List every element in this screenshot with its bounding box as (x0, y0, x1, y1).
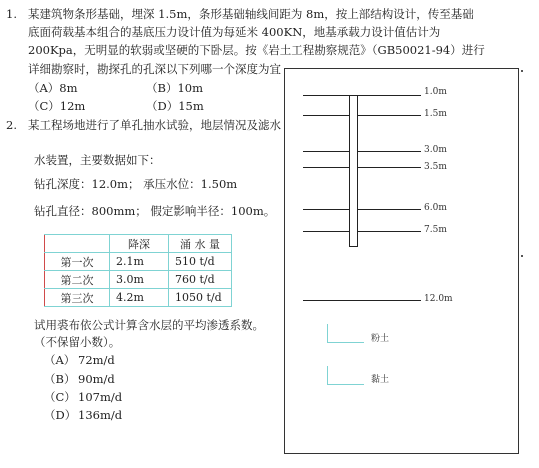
question-2-param-1: 钻孔深度：12.0m； 承压水位：1.50m (34, 177, 238, 191)
question-1-option-a: （A）8m (28, 81, 78, 95)
margin-dot (521, 255, 523, 257)
table-cell: 第三次 (45, 289, 110, 307)
question-2-option-c-letter: （C） (44, 390, 76, 404)
table-header-cell: 涌 水 量 (169, 235, 232, 253)
question-2-option-a-value: 72m/d (78, 353, 115, 367)
legend-label: 粉土 (371, 334, 390, 344)
question-1-option-b: （B）10m (146, 81, 203, 95)
layer-boundary-line (303, 115, 421, 116)
legend-swatch (327, 366, 364, 385)
question-2-option-d-letter: （D） (44, 408, 77, 422)
depth-label: 6.0m (424, 203, 447, 213)
layer-boundary-line (303, 95, 421, 96)
question-1-line-3: 200Kpa，无明显的软弱或坚硬的下卧层。按《岩土工程勘察规范》（GB50021-94）进行 (28, 43, 485, 57)
stratigraphy-diagram (284, 68, 519, 454)
borehole (349, 95, 358, 247)
depth-label: 12.0m (424, 294, 453, 304)
question-2-param-2: 钻孔直径：800mm； 假定影响半径：100m。 (34, 204, 276, 218)
table-header-row (45, 235, 232, 253)
depth-label: 3.5m (424, 162, 447, 172)
layer-boundary-line (303, 151, 421, 152)
question-1-line-2: 底面荷载基本组合的基底压力设计值为每延米 400KN，地基承载力设计值估计为 (28, 25, 441, 39)
table-row (45, 271, 232, 289)
table-cell: 510 t/d (169, 253, 232, 271)
table-cell: 2.1m (110, 253, 169, 271)
table-cell: 1050 t/d (169, 289, 232, 307)
question-2-option-b-letter: （B） (44, 372, 76, 386)
question-2-line-2: （不保留小数）。 (34, 335, 121, 349)
question-2-option-b-value: 90m/d (78, 372, 115, 386)
question-2-line-1: 试用裘布依公式计算含水层的平均渗透系数。 (34, 318, 264, 332)
depth-label: 7.5m (424, 225, 447, 235)
table-header-cell (45, 235, 110, 253)
depth-label: 1.0m (424, 87, 447, 97)
legend-swatch (327, 324, 364, 343)
table-cell: 第一次 (45, 253, 110, 271)
question-1-line-1: 某建筑物条形基础，埋深 1.5m，条形基础轴线间距为 8m，按上部结构设计，传至基础 (28, 7, 474, 21)
question-2-option-a-letter: （A） (44, 353, 76, 367)
depth-label: 1.5m (424, 109, 447, 119)
table-cell: 3.0m (110, 271, 169, 289)
question-2-number: 2. (6, 118, 17, 132)
question-1-option-c: （C）12m (28, 99, 86, 113)
question-2-intro: 某工程场地进行了单孔抽水试验，地层情况及滤水 (28, 118, 281, 132)
margin-dot (521, 70, 523, 72)
question-1-line-4: 详细勘察时，勘探孔的孔深以下列哪一个深度为宜 (28, 62, 281, 76)
question-1-number: 1. (6, 7, 17, 21)
question-2-option-c-value: 107m/d (78, 390, 123, 404)
legend-label: 黏土 (371, 375, 390, 385)
layer-boundary-line (303, 209, 421, 210)
layer-boundary-line (303, 300, 421, 301)
table-cell: 760 t/d (169, 271, 232, 289)
pumping-test-table (44, 234, 232, 307)
question-1-option-d: （D）15m (146, 99, 204, 113)
table-cell: 第二次 (45, 271, 110, 289)
question-2-option-d-value: 136m/d (78, 408, 123, 422)
layer-boundary-line (303, 167, 421, 168)
table-row (45, 289, 232, 307)
layer-boundary-line (303, 231, 421, 232)
table-row (45, 253, 232, 271)
table-cell: 4.2m (110, 289, 169, 307)
depth-label: 3.0m (424, 145, 447, 155)
question-2-sub-intro: 水装置，主要数据如下： (34, 153, 161, 167)
table-header-cell: 降深 (110, 235, 169, 253)
